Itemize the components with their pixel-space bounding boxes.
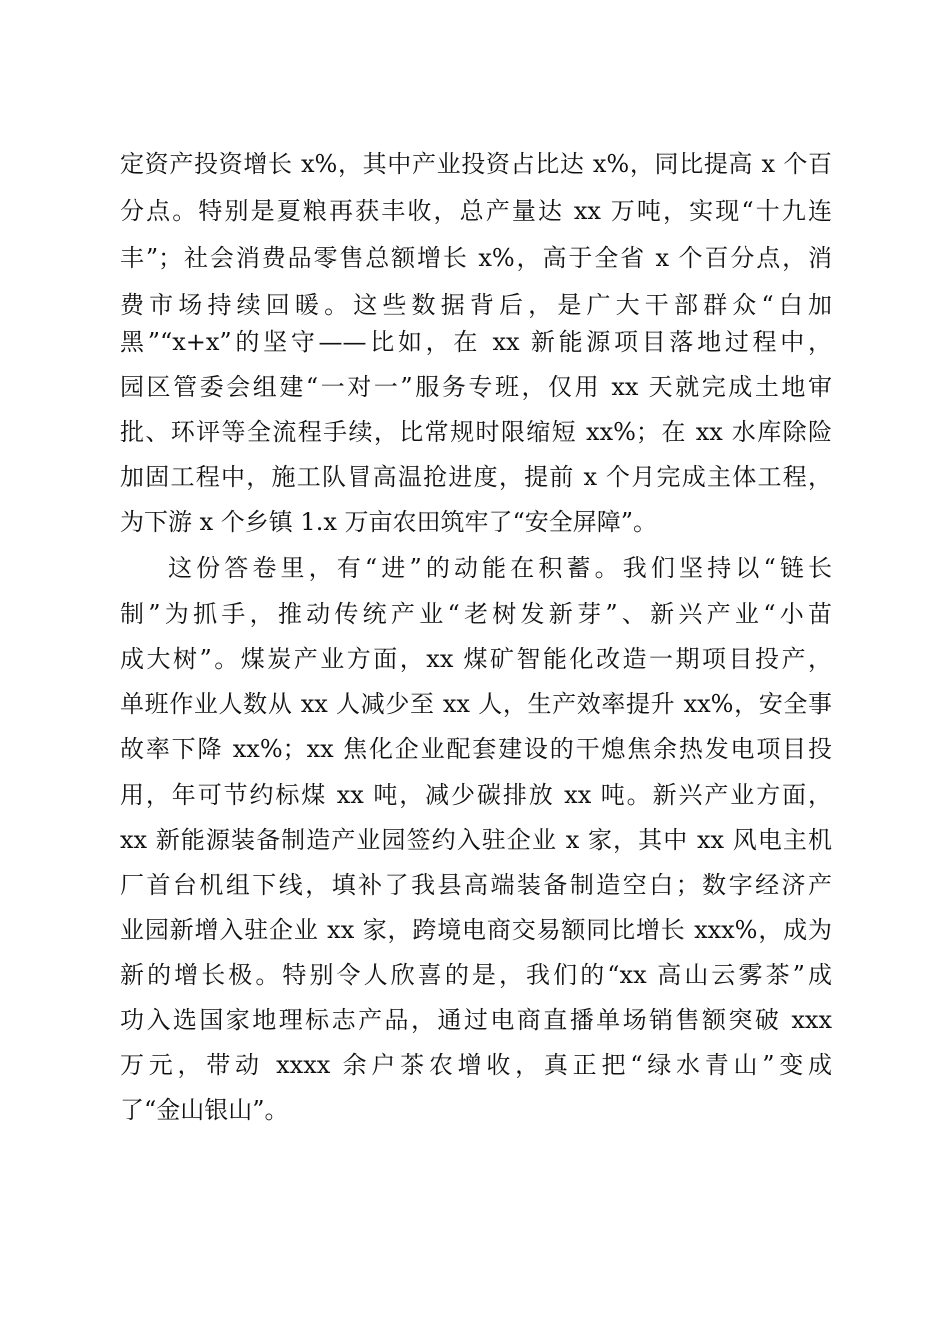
paragraph-1-line: 加固工程中，施工队冒高温抢进度，提前 x 个月完成主体工程， (120, 463, 832, 491)
paragraph-2-line: 新的增长极。特别令人欣喜的是，我们的“xx 高山云雾茶”成 (120, 961, 832, 989)
paragraph-2-line: 单班作业人数从 xx 人减少至 xx 人，生产效率提升 xx%，安全事 (120, 690, 832, 718)
paragraph-2-line: xx 新能源装备制造产业园签约入驻企业 x 家，其中 xx 风电主机 (120, 826, 832, 854)
paragraph-2-line: 故率下降 xx%；xx 焦化企业配套建设的干熄焦余热发电项目投 (120, 735, 832, 763)
paragraph-2-line: 厂首台机组下线，填补了我县高端装备制造空白；数字经济产 (120, 871, 832, 899)
paragraph-1-line: 费市场持续回暖。这些数据背后，是广大干部群众“白加 (120, 291, 832, 319)
paragraph-1-line: 定资产投资增长 x%，其中产业投资占比达 x%，同比提高 x 个百 (120, 150, 832, 178)
paragraph-1-line: 黑”“x+x”的坚守——比如，在 xx 新能源项目落地过程中， (120, 328, 832, 356)
paragraph-2-line: 用，年可节约标煤 xx 吨，减少碳排放 xx 吨。新兴产业方面， (120, 781, 832, 809)
paragraph-1-line: 为下游 x 个乡镇 1.x 万亩农田筑牢了“安全屏障”。 (120, 508, 658, 536)
paragraph-2-line: 这份答卷里，有“进”的动能在积蓄。我们坚持以“链长 (168, 554, 832, 582)
paragraph-1-line: 丰”；社会消费品零售总额增长 x%，高于全省 x 个百分点，消 (120, 244, 832, 272)
paragraph-1-line: 批、环评等全流程手续，比常规时限缩短 xx%；在 xx 水库除险 (120, 418, 832, 446)
paragraph-2-line: 万元，带动 xxxx 余户茶农增收，真正把“绿水青山”变成 (120, 1051, 832, 1079)
paragraph-1-line: 分点。特别是夏粮再获丰收，总产量达 xx 万吨，实现“十九连 (120, 197, 832, 225)
paragraph-2-line: 制”为抓手，推动传统产业“老树发新芽”、新兴产业“小苗 (120, 600, 832, 628)
paragraph-1-line: 园区管委会组建“一对一”服务专班，仅用 xx 天就完成土地审 (120, 373, 832, 401)
paragraph-2-line: 业园新增入驻企业 xx 家，跨境电商交易额同比增长 xxx%，成为 (120, 916, 832, 944)
paragraph-2-line: 功入选国家地理标志产品，通过电商直播单场销售额突破 xxx (120, 1006, 832, 1034)
paragraph-2-line: 成大树”。煤炭产业方面，xx 煤矿智能化改造一期项目投产， (120, 645, 832, 673)
paragraph-2-line: 了“金山银山”。 (120, 1096, 289, 1124)
